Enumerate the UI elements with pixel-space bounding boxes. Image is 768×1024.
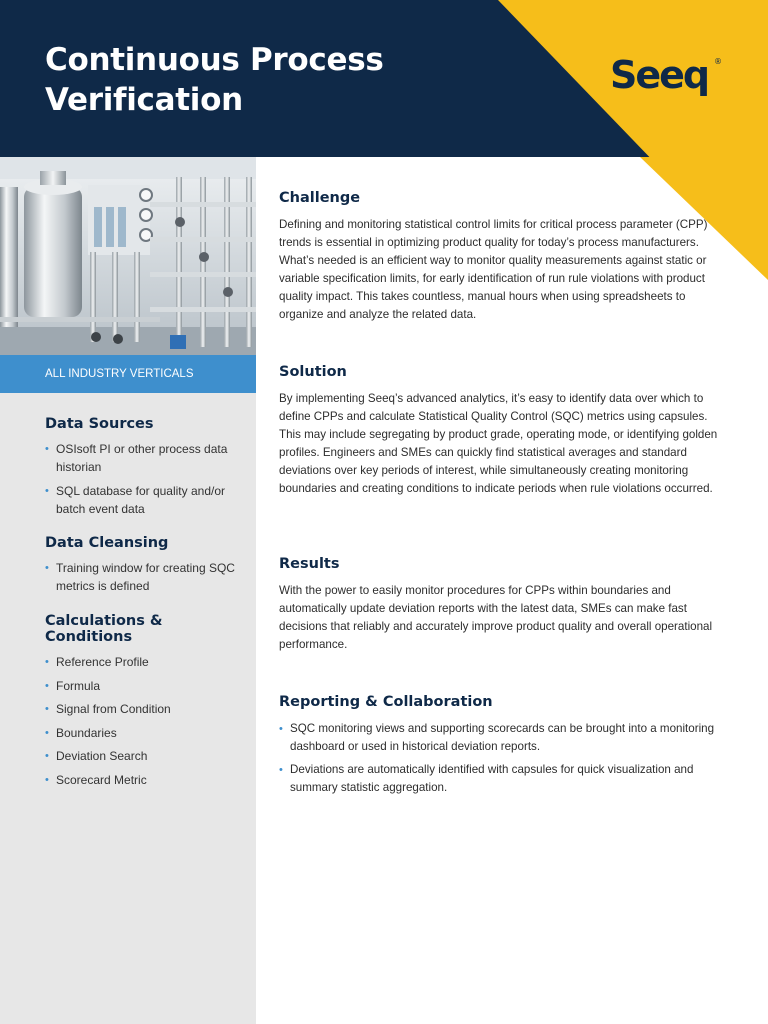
- section-heading: Reporting & Collaboration: [279, 694, 493, 710]
- section-heading: Solution: [279, 364, 347, 380]
- section-heading: Data Cleansing: [45, 535, 169, 551]
- page-header: [0, 0, 768, 157]
- page-title-line2: Verification: [45, 82, 243, 118]
- challenge-text: Defining and monitoring statistical control limits for critical process parameter (CPP) trends is essential in optimizing product quality for today’s process manufacturers. What’s needed is an efficient way to monitor quality measurements against static or variable specification limits, for early identification of run rule violations with product quality impact. This takes countless, manual hours when using spreadsheets to organize and analyze the related data.: [279, 218, 708, 321]
- calculations-conditions-section: [45, 613, 245, 794]
- section-heading: Challenge: [279, 190, 361, 206]
- reporting-collaboration-section: [279, 694, 725, 802]
- list-item: • Boundaries: [45, 724, 245, 742]
- list-item: • Scorecard Metric: [45, 771, 245, 789]
- bullet-list: [45, 559, 245, 595]
- results-section: [279, 556, 725, 654]
- section-heading: Data Sources: [45, 416, 154, 432]
- data-cleansing-section: [45, 535, 245, 601]
- bullet-list: [45, 440, 245, 518]
- list-item: • Formula: [45, 677, 245, 695]
- list-item: • SQL database for quality and/or batch event data: [45, 482, 245, 518]
- seeq-logo: [610, 52, 726, 96]
- list-item: • SQC monitoring views and supporting scorecards can be brought into a monitoring dashboard or used in historical deviation reports.: [279, 720, 725, 756]
- list-item: • Reference Profile: [45, 653, 245, 671]
- process-equipment-illustration: [0, 157, 256, 355]
- data-sources-section: [45, 416, 245, 523]
- solution-text: By implementing Seeq’s advanced analytics, it’s easy to identify data over which to define CPPs and calculate Statistical Quality Control (SQC) metrics using capsules. This may include segregating by product grade, operating mode, or identifying golden profiles. Engineers and SMEs can quickly find statistical averages and standard deviations over key periods of interest, while simultaneously creating monitoring boundaries and creating conditions to indicate periods when rule violations occurred.: [279, 392, 718, 495]
- list-item: • Signal from Condition: [45, 700, 245, 718]
- process-equipment-image: [0, 157, 256, 355]
- list-item: • Training window for creating SQC metrics is defined: [45, 559, 245, 595]
- results-text: With the power to easily monitor procedures for CPPs within boundaries and automatically update deviation reports with the latest data, SMEs can make fast decisions that reliably and accurately improve product quality and overall operational performance.: [279, 584, 713, 651]
- bullet-list: [45, 653, 245, 789]
- list-item: • Deviations are automatically identified with capsules for quick visualization and summary statistic aggregation.: [279, 761, 725, 797]
- industry-verticals-label: ALL INDUSTRY VERTICALS: [0, 355, 256, 393]
- list-item: • OSIsoft PI or other process data historian: [45, 440, 245, 476]
- section-heading: Results: [279, 556, 340, 572]
- bullet-list: [279, 720, 725, 797]
- list-item: • Deviation Search: [45, 747, 245, 765]
- sidebar: [0, 157, 256, 1024]
- page-title-line1: Continuous Process: [45, 42, 384, 78]
- solution-section: [279, 364, 725, 498]
- section-heading: Calculations & Conditions: [45, 613, 163, 645]
- page-title: [45, 40, 384, 120]
- logo-text: Seeq: [610, 53, 709, 96]
- challenge-section: [279, 190, 725, 324]
- logo-trademark: ®: [714, 57, 722, 66]
